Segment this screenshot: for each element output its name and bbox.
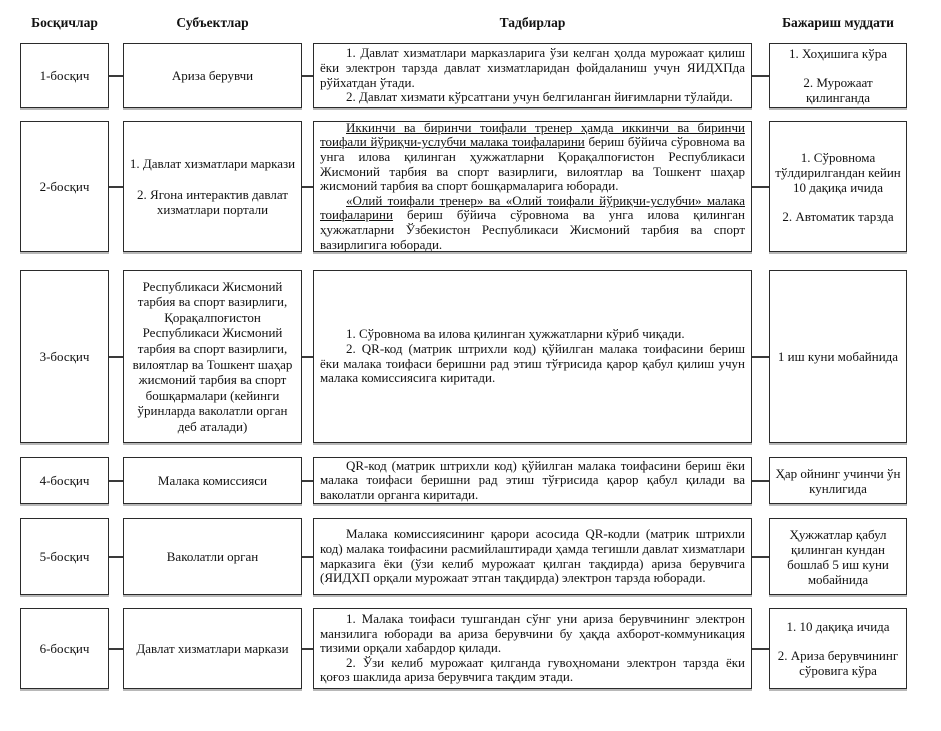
subject-item: Ваколатли орган [166, 548, 259, 564]
stage-box: 2-босқич [20, 121, 109, 252]
activities-box [313, 270, 752, 443]
deadline-item: 1. Сўровнома тўлдирилгандан кейин 10 дақиқа ичида [775, 149, 901, 195]
deadline-item: 1 иш куни мобайнида [777, 349, 899, 364]
subject-box [123, 43, 302, 108]
underlined-text: «Олий тоифали тренер» ва «Олий тоифали йўриқчи-услубчи» малака тоифаларини [320, 192, 745, 223]
connector-line [109, 648, 123, 650]
deadline-box [769, 43, 907, 108]
stage-row-5 [20, 518, 941, 595]
activities-item: 2. Ўзи келиб мурожаат қилганда гувоҳномани электрон тарзда ёки қоғоз шаклида ариза берувчига тақдим этади. [320, 654, 745, 685]
activities-box [313, 608, 752, 689]
subject-item: Ариза берувчи [171, 67, 254, 83]
subject-item: 1. Давлат хизматлари маркази [129, 155, 296, 171]
activities-text: бериш бўйича сўровнома ва унга илова қилинган ҳужжатларни Қорақалпоғистон Республикаси Жисмоний тарбия ва спорт вазирлиги, вилоятлар ва Тошкент шаҳар жисмоний тарбия ва спорт бошқармаларига юборади. [320, 134, 745, 194]
activities-item: 1. Малака тоифаси тушгандан сўнг уни ариза берувчининг электрон манзилига юборади ва ариза берувчини бу ҳақда ахборот-коммуникация тизими орқали хабардор қилади. [320, 611, 745, 656]
deadline-item: Ҳар ойнинг учинчи ўн кунлигида [775, 465, 901, 496]
deadline-box [769, 608, 907, 689]
deadline-box [769, 121, 907, 252]
header-spacer [109, 14, 123, 32]
connector-line [302, 75, 313, 77]
column-header-deadline: Бажариш муддати [782, 15, 894, 30]
subject-box [123, 518, 302, 595]
connector-line [302, 556, 313, 558]
activities-item: Малака комиссиясининг қарори асосида QR-кодли (матрик штрихли код) малака тоифасини расмийлаштиради ҳамда тегишли давлат хизматлари марказига ёки (ўзи келиб мурожаат қилган тақдирда) ариза берувчига (ЯИДХП орқали мурожаат этган тақдирда) электрон тарзда юборади. [320, 526, 745, 586]
activities-text: бериш бўйича сўровнома ва унга илова қилинган ҳужжатларни Ўзбекистон Республикаси Жисмоний тарбия ва спорт вазирлигига юборади. [320, 207, 745, 252]
activities-box [313, 43, 752, 108]
subject-box [123, 457, 302, 504]
deadline-item: Ҳужжатлар қабул қилинган кундан бошлаб 5 иш куни мобайнида [787, 526, 889, 587]
connector-line [109, 356, 123, 358]
connector-line [752, 356, 769, 358]
connector-line [752, 480, 769, 482]
header-row [20, 14, 941, 32]
activities-box [313, 518, 752, 595]
deadline-item: 1. 10 дақиқа ичида [786, 619, 890, 634]
activities-item: 2. QR-код (матрик штрихли код) қўйилган малака тоифасини бериш ёки малака тоифаси беришни рад этиш тўғрисида қарор қабул қилиш учун малака комиссиясига киритади. [320, 340, 745, 386]
stage-row-6 [20, 608, 941, 689]
stage-box: 5-босқич [20, 518, 109, 595]
header-spacer [752, 14, 769, 32]
activities-item: 2. Давлат хизмати кўрсатгани учун белгиланган йиғимларни тўлайди. [346, 89, 733, 105]
subject-item: Малака комиссияси [157, 472, 268, 488]
deadline-box [769, 457, 907, 504]
activities-item: 1. Сўровнома ва илова қилинган ҳужжатларни кўриб чиқади. [346, 326, 685, 342]
header-spacer [302, 14, 313, 32]
column-header-stages: Босқичлар [31, 15, 98, 30]
connector-line [109, 556, 123, 558]
underlined-text: Иккинчи ва биринчи тоифали тренер ҳамда иккинчи ва биринчи тоифали йўриқчи-услубчи малака тоифаларини [320, 119, 745, 150]
deadline-box [769, 270, 907, 443]
activities-item: 1. Давлат хизматлари марказларига ўзи келган ҳолда мурожаат қилиш ёки электрон тарзда давлат хизматларидан фойдаланиш учун ЯИДХПда рўйхатдан ўтади. [320, 45, 745, 90]
stage-box: 6-босқич [20, 608, 109, 689]
connector-line [752, 648, 769, 650]
stage-row-4 [20, 457, 941, 504]
column-header-activities: Тадбирлар [499, 15, 566, 30]
stage-box: 3-босқич [20, 270, 109, 443]
activities-item [320, 194, 745, 252]
connector-line [302, 480, 313, 482]
activities-item [320, 121, 745, 194]
subject-item: 2. Ягона интерактив давлат хизматлари портали [137, 186, 288, 218]
deadline-item: 2. Ариза берувчининг сўровига кўра [777, 648, 899, 678]
deadline-item: 2. Мурожаат қилинганда [803, 75, 873, 105]
stage-row-2 [20, 121, 941, 252]
activities-item: QR-код (матрик штрихли код) қўйилган малака тоифасини бериш ёки малака тоифаси беришни рад этиш тўғрисида қарор қабул қилади ва ваколатли органга киритади. [320, 457, 745, 502]
stage-row-3 [20, 270, 941, 443]
deadline-item: 2. Автоматик тарзда [782, 208, 894, 224]
subject-item: Республикаси Жисмоний тарбия ва спорт вазирлиги, Қорақалпоғистон Республикаси Жисмоний тарбия ва спорт вазирлиги, вилоятлар ва Тошкент шаҳар жисмоний тарбия ва спорт бошқармалари (кейинги ўринларда ваколатли орган деб аталади) [132, 278, 293, 434]
connector-line [752, 556, 769, 558]
connector-line [302, 648, 313, 650]
connector-line [302, 186, 313, 188]
stage-box: 4-босқич [20, 457, 109, 504]
subject-box [123, 270, 302, 443]
activities-box [313, 121, 752, 252]
subject-item: Давлат хизматлари маркази [136, 640, 289, 656]
deadline-box [769, 518, 907, 595]
stage-box: 1-босқич [20, 43, 109, 108]
connector-line [302, 356, 313, 358]
connector-line [752, 75, 769, 77]
subject-box [123, 121, 302, 252]
connector-line [109, 480, 123, 482]
column-header-subjects: Субъектлар [176, 15, 249, 30]
connector-line [109, 186, 123, 188]
connector-line [109, 75, 123, 77]
connector-line [752, 186, 769, 188]
subject-box [123, 608, 302, 689]
stage-row-1 [20, 43, 941, 108]
deadline-item: 1. Хоҳишига кўра [789, 46, 887, 61]
activities-box [313, 457, 752, 504]
